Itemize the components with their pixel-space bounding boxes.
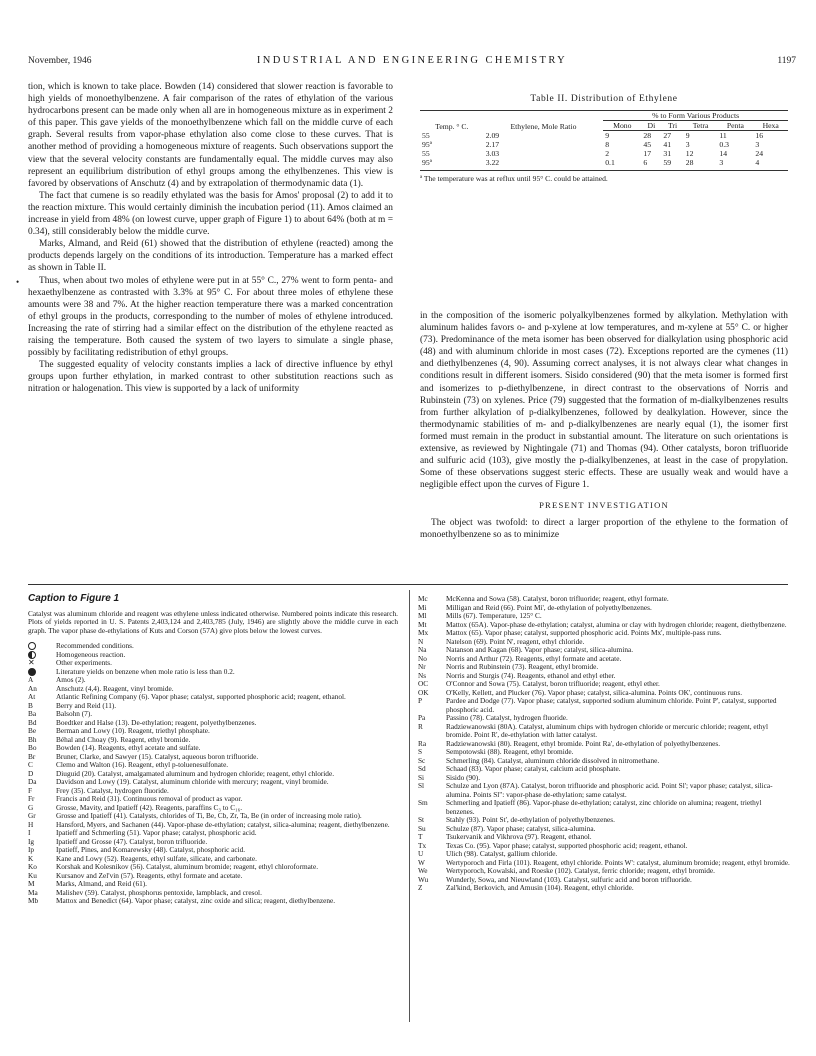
legend-desc: Mattox and Benedict (64). Vapor phase; catalyst, zinc oxide and silica; reagent, diethylbenzene. [56, 896, 336, 905]
legend-desc: O'Connor and Sowa (75). Catalyst, boron trifluoride; reagent, ethyl ether. [446, 679, 660, 688]
table-cell: 3 [685, 140, 690, 149]
legend-desc: Mills (67). Temperature, 125° C. [446, 611, 542, 620]
legend-desc: Grosse, Mavity, and Ipatieff (42). Reagents, paraffins C₃ to C₁₆. [56, 802, 243, 812]
legend-desc: Davidson and Lowy (19). Catalyst, aluminum chloride with mercury; reagent, vinyl bromide. [56, 777, 329, 786]
legend-code: Mx [418, 628, 429, 637]
legend-desc: Ulich (98). Catalyst, gallium chloride. [446, 849, 558, 858]
table-ii [420, 94, 788, 183]
legend-desc: Natanson and Kagan (68). Vapor phase; catalyst, silica-alumina. [446, 645, 634, 654]
legend-desc: Grosse and Ipatieff (41). Catalysts, chlorides of Ti, Be, Cb, Zr, Ta, Be (in order of increasing mole ratio). [56, 811, 362, 820]
legend-desc: Mattox (65A). Vapor-phase de-ethylation; catalyst, alumina or clay with hydrogen chloride; reagent, diethylbenzene. [446, 619, 787, 629]
caption-title: Caption to Figure 1 [28, 593, 120, 604]
table-footnote: ª The temperature was at reflux until 95° C. could be attained. [420, 174, 608, 183]
table-cell: 17 [643, 149, 652, 158]
legend-code: Na [418, 645, 427, 654]
journal-title: INDUSTRIAL AND ENGINEERING CHEMISTRY [256, 55, 568, 66]
table-row [420, 140, 788, 149]
legend-code: At [28, 692, 36, 701]
table-cell: 27 [663, 131, 672, 140]
legend-desc: Hansford, Myers, and Sachanen (44). Vapor-phase de-ethylation; catalyst, silica-alumina; reagent, diethylbenzene. [56, 819, 390, 829]
legend-code: Ip [28, 845, 35, 854]
table-row [420, 131, 788, 141]
table-cell: 95ª [422, 140, 432, 149]
left-paragraph: The fact that cumene is so readily ethylated was the basis for Amos' proposal (2) to add it to the reaction mixture. This would certainly diminish the incubation period (11). Amos claimed an increase in yield from 48% (on lowest curve, upper graph of Figure 1) to about 64% (both at m = 0.34), still considerably below the middle curve. [28, 190, 393, 238]
legend-desc: Norris and Sturgis (74). Reagents, ethanol and ethyl ether. [446, 670, 616, 680]
legend-code: K [28, 853, 34, 863]
caption-text: Catalyst was aluminum chloride and reagent was ethylene unless indicated otherwise. Numbered points indicate this research. Plots of yields reported in U. S. Patents 2,403,124 and 2,403,785 (July, 1946) are slightly above the middle curve in each graph. The vapor phase de-ethylations of Kuts and Corson (57A) give plots below the lowest curves. [28, 608, 398, 635]
table-cell: 3 [717, 158, 753, 171]
legend-desc: Radziewanowski (80). Reagent, ethyl bromide. Point Ra', de-ethylation of polyethylbenzenes. [446, 738, 721, 748]
left-paragraph: Thus, when about two moles of ethylene were put in at 55° C., 27% went to form penta- and hexaethylbenzene as contrasted with 3.3% at 95° C. For about three moles of ethylene these amounts were 38 and 7%. At the higher reaction temperature there was a marked concentration of ethyl groups in the products, corresponding to the number of moles of ethylene introduced. Increasing the rate of stirring had a similar effect on the distribution of the ethylene reacted as raising the temperature. Both caused the system of two layers to simulate a single phase, possibly by facilitating redistribution of ethyl groups. [28, 275, 393, 359]
legend-desc: Korshak and Kolesnikov (56). Catalyst, aluminum bromide; reagent, ethyl chloroformate. [56, 862, 319, 871]
legend-code: Z [418, 883, 423, 892]
legend-desc: Francis and Reid (31). Continuous removal of product as vapor. [56, 794, 243, 803]
legend-desc: Milligan and Reid (66). Point Mi', de-ethylation of polyethylbenzenes. [446, 602, 652, 612]
legend-code: Gr [28, 811, 36, 820]
section-paragraph: The object was twofold: to direct a larger proportion of the ethylene to the formation of monoethylbenzene so as to minimize [420, 517, 788, 540]
legend-desc: Anschutz (4,4). Reagent, vinyl bromide. [56, 683, 174, 693]
legend-code: Nr [418, 662, 426, 671]
legend-code: Sd [418, 764, 426, 773]
legend-desc: Malishev (59). Catalyst, phosphorus pentoxide, lampblack, and cresol. [56, 887, 262, 897]
table-cell: 59 [661, 158, 683, 171]
table-cell: 2 [605, 149, 610, 158]
symbol-desc: Recommended conditions. [56, 641, 134, 650]
left-column [28, 81, 393, 395]
legend-code: Ku [28, 870, 37, 880]
legend-code: OC [418, 679, 429, 688]
left-paragraph: The suggested equality of velocity constants implies a lack of directive influence by ethyl groups upon further ethylation, in marked contrast to other substitution reactions such as nitration or halogenation. This view is supported by a lack of uniformity [28, 360, 393, 395]
legend-desc: Pardee and Dodge (77). Vapor phase; catalyst, supported sodium aluminum chloride. Point P', catalyst, supported phosphoric acid. [446, 696, 777, 714]
legend-desc: McKenna and Sowa (58). Catalyst, boron trifluoride; reagent, ethyl formate. [446, 594, 669, 603]
legend-desc: Diuguid (20). Catalyst, amalgamated aluminum and hydrogen chloride; reagent, ethyl chloride. [56, 768, 335, 778]
page-number: 1197 [777, 56, 796, 66]
legend-code: Su [418, 823, 426, 833]
legend-desc: Kursanov and Zel'vin (57). Reagents, ethyl formate and acetate. [56, 870, 243, 880]
legend-desc: Mattox (65). Vapor phase; catalyst, supported phosphoric acid. Points Mx', multiple-pass runs. [446, 628, 722, 637]
table-row [420, 158, 788, 171]
table-cell: 12 [685, 149, 694, 158]
legend-code: Ba [28, 709, 37, 718]
legend-code: Ko [28, 862, 37, 871]
legend-desc: Amos (2). [56, 675, 86, 684]
legend-desc: Norris and Rubinstein (73). Reagent, ethyl bromide. [446, 662, 599, 671]
legend-code: I [28, 828, 31, 837]
table-cell: 6 [641, 158, 661, 171]
legend-desc: Bruner, Clarke, and Sawyer (15). Catalyst, aqueous boron trifluoride. [56, 751, 259, 761]
legend-desc: Texas Co. (95). Vapor phase; catalyst, supported phosphoric acid; reagent, ethanol. [446, 840, 688, 850]
legend-desc: Wertyporoch and Firla (101). Reagent, ethyl chloride. Points W': catalyst, aluminum bromide; reagent, ethyl bromide. [446, 857, 790, 867]
legend-item [28, 897, 398, 906]
table-cell: 24 [755, 149, 764, 158]
legend-code: Sl [418, 781, 425, 790]
legend-item [418, 723, 790, 740]
legend-desc: Wunderly, Sowa, and Nieuwland (103). Catalyst, sulfuric acid and boron trifluoride. [446, 874, 692, 884]
reference-legend [418, 595, 790, 893]
legend-code: Bo [28, 743, 37, 752]
legend-code: T [418, 832, 423, 841]
legend-code: Ra [418, 738, 427, 748]
table-title: Table II. Distribution of Ethylene [530, 94, 678, 104]
legend-desc: Balsohn (7). [56, 709, 93, 718]
table-cell: 55 [422, 130, 430, 140]
legend-code: Br [28, 751, 36, 761]
table-cell: 3 [755, 140, 760, 149]
sub-header: Mono [603, 121, 641, 131]
legend-desc: Schaad (83). Vapor phase; catalyst, calcium acid phosphate. [446, 764, 621, 773]
legend-desc: Stahly (93). Point St', de-ethylation of polyethylbenzenes. [446, 815, 615, 824]
legend-desc: Béhal and Choay (9). Reagent, ethyl bromide. [56, 734, 191, 744]
table-cell: 2.09 [485, 130, 500, 140]
legend-desc: Schulze (87). Vapor phase; catalyst, silica-alumina. [446, 823, 596, 833]
legend-desc: Ipatieff and Schmerling (51). Vapor phase; catalyst, phosphoric acid. [56, 828, 257, 837]
legend-desc: Berry and Reid (11). [56, 700, 117, 710]
section-heading: PRESENT INVESTIGATION [539, 500, 669, 511]
legend-item [418, 884, 790, 893]
legend-code: Tx [418, 840, 427, 850]
table-cell: 8 [605, 140, 610, 149]
legend-desc: Frey (35). Catalyst, hydrogen fluoride. [56, 785, 169, 795]
figure-caption [28, 595, 398, 906]
legend-desc: Schulze and Lyon (87A). Catalyst, boron trifluoride and phosphoric acid. Point Sl'; vapor phase; catalyst, silica-alumina. Points Sl": vapor-phase de-ethylation; same catalyst. [446, 781, 773, 799]
legend-code: P [418, 696, 423, 705]
legend-code: An [28, 683, 37, 693]
legend-code: H [28, 819, 34, 829]
table-cell: 28 [684, 158, 718, 171]
legend-code: N [418, 636, 424, 646]
legend-code: Sm [418, 798, 428, 807]
legend-code: F [28, 785, 33, 795]
legend-code: Ml [418, 611, 427, 620]
table-cell: 2.17 [485, 140, 500, 149]
legend-item [418, 799, 790, 816]
col-ratio: Ethylene, Mole Ratio [510, 121, 577, 131]
code-cell [28, 642, 56, 651]
legend-code: A [28, 675, 34, 684]
legend-code: G [28, 802, 34, 812]
legend-code: R [418, 721, 423, 731]
legend-item [418, 782, 790, 799]
legend-code: Sc [418, 755, 426, 765]
symbol-desc: Homogeneous reaction. [56, 649, 126, 659]
table-cell: 4 [753, 158, 788, 171]
legend-code: Mc [418, 594, 428, 603]
sub-header: Penta [717, 121, 753, 131]
table-cell: 9 [605, 131, 610, 140]
table-cell: 31 [663, 149, 672, 158]
legend-code: B [28, 700, 33, 710]
legend-code: Be [28, 726, 37, 735]
table-cell: 16 [755, 131, 764, 140]
author-legend [28, 676, 398, 906]
legend-desc: Norris and Arthur (72). Reagents, ethyl formate and acetate. [446, 653, 622, 663]
legend-code: Fr [28, 794, 35, 803]
legend-code: Bd [28, 717, 37, 727]
table-cell: 3.22 [484, 158, 604, 171]
page-header [28, 56, 796, 70]
sub-header: Tetra [684, 121, 718, 131]
legend-desc: Zal'kind, Berkovich, and Amusin (104). Reagent, ethyl chloride. [446, 883, 634, 892]
symbol-legend [28, 642, 398, 676]
table-cell: 28 [643, 131, 652, 140]
legend-code: W [418, 857, 425, 867]
table-cell: 14 [719, 149, 728, 158]
left-paragraph: Marks, Almand, and Reid (61) showed that the distribution of ethylene (reacted) among the products depends largely on the conditions of its introduction. Temperature has a marked effect as shown in Table II. [28, 239, 393, 274]
issue-date: November, 1946 [28, 56, 92, 66]
legend-code: D [28, 768, 34, 778]
table-cell: 41 [663, 140, 672, 149]
legend-code: Ig [28, 836, 35, 846]
symbol-desc: Other experiments. [56, 658, 112, 667]
right-column [420, 310, 788, 541]
legend-desc: Tsukervanik and Vikhrova (97). Reagent, ethanol. [446, 832, 592, 841]
legend-code: St [418, 815, 425, 824]
legend-code: Pa [418, 713, 426, 722]
legend-desc: Radziewanowski (80A). Catalyst, aluminum chips with hydrogen chloride or mercuric chloride; reagent, ethyl bromide. Point R', de-ethylation with latter catalyst. [446, 721, 768, 739]
legend-desc: Atlantic Refining Company (6). Vapor phase; catalyst, supported phosphoric acid; reagent, ethanol. [56, 692, 346, 701]
legend-code: M [28, 879, 35, 888]
code-cell [28, 659, 56, 668]
left-paragraph: tion, which is known to take place. Bowden (14) considered that slower reaction is favorable to high yields of monoethylbenzene. A fair comparison of the rates of ethylation of the various hydrocarbons present can be made only when all are in homogeneous mixture as in experiment 2 of this paper. This gave yields of the monoethylbenzene which fall on the middle curve of each graph. Several results from vapor-phase ethylation also come close to these curves. That is another method of providing a homogeneous mixture of reagents. Such observations support the view that the several velocity constants are fundamentally equal. The middle curves may also represent an equilibrium distribution of ethyl groups among the ethylbenzenes. This view is favored by observations of Anschutz (4) and by extrapolation of thermodynamic data (1). [28, 82, 393, 189]
legend-code: Bh [28, 734, 37, 744]
margin-dot: • [16, 277, 20, 287]
table-cell: 45 [643, 140, 652, 149]
symbol-desc: Literature yields on benzene when mole ratio is less than 0.2. [56, 666, 235, 676]
legend-desc: Schmerling and Ipatieff (86). Vapor-phase de-ethylation; catalyst, zinc chloride on alumina; reagent, triethyl benzenes. [446, 798, 762, 816]
legend-code: U [418, 849, 424, 858]
sub-header: Hexa [753, 121, 788, 131]
legend-desc: O'Kelly, Kellett, and Plucker (76). Vapor phase; catalyst, silica-alumina. Points OK', continuous runs. [446, 687, 743, 697]
legend-code: S [418, 747, 423, 756]
horizontal-divider [28, 584, 788, 585]
table-cell: 0.1 [603, 158, 641, 171]
cross-icon: ✕ [28, 658, 35, 668]
legend-desc: Marks, Almand, and Reid (61). [56, 879, 147, 888]
table-row [420, 149, 788, 158]
legend-desc: Berman and Lowy (10). Reagent, triethyl phosphate. [56, 726, 210, 735]
legend-desc: Sisido (90). [446, 772, 481, 782]
sub-header: Di [641, 121, 661, 131]
legend-desc: Ipatieff, Pines, and Komarewsky (48). Catalyst, phosphoric acid. [56, 845, 246, 854]
table-cell: 3.03 [485, 149, 500, 158]
distribution-table [420, 110, 788, 171]
legend-code: Ns [418, 670, 427, 680]
legend-code: We [418, 866, 428, 875]
legend-desc: Sempotowski (88). Reagent, ethyl bromide. [446, 747, 574, 756]
legend-desc: Ipatieff and Grosse (47). Catalyst, boron trifluoride. [56, 836, 208, 846]
legend-code: Mb [28, 896, 39, 905]
legend-code: Wu [418, 874, 429, 884]
table-cell: 95ª [420, 158, 484, 171]
table-cell: 55 [422, 149, 430, 158]
table-cell: 0.3 [719, 140, 729, 149]
legend-code: Mt [418, 619, 427, 629]
legend-code: No [418, 653, 427, 663]
legend-code: Da [28, 777, 37, 786]
group-header: % to Form Various Products [603, 111, 788, 121]
legend-desc: Passino (78). Catalyst, hydrogen fluoride. [446, 713, 568, 722]
sub-header: Tri [661, 121, 683, 131]
legend-desc: Kane and Lowy (52). Reagents, ethyl sulfate, silicate, and carbonate. [56, 853, 257, 863]
table-cell: 11 [719, 131, 727, 140]
right-paragraph: in the composition of the isomeric polyalkylbenzenes formed by alkylation. Methylation with aluminum halides favors o- and p-xylene at low temperatures, and m-xylene at 55° C. or higher (73). Predominance of the meta isomer has been observed for dialkylation using phosphoric acid (48) and with aluminum chloride in most cases (72). Exceptions reported are the cymenes (11) and diethylbenzenes (4, 90). Assuming correct analyses, it is not always clear what changes in conditions result in different isomers. Sisido considered (90) that the meta isomer is formed first and isomerizes to p-diethylbenzene, in direct contrast to the observations of Norris and Rubinstein (73) on xylenes. Price (79) suggested that the formation of m-dialkylbenzenes results from further alkylation of p-dialkylbenzenes, followed by dealkylation. However, since the thermodynamic stabilities of m- and p-dialkylbenzenes are nearly equal (1), the isomer first formed must remain in the product in substantial amount. The literature on such orientations is extensive, as reviewed by Nightingale (71) and Thomas (94). Other catalysts, boron trifluoride and sulfuric acid (103), give mostly the p-dialkylbenzenes, at least in the case of propylation. Some of these observations suggest steric effects. These are usually weak and would have a negligible effect upon the curves of Figure 1. [420, 311, 788, 491]
legend-desc: Natelson (69). Point N', reagent, ethyl chloride. [446, 636, 585, 646]
legend-desc: Schmerling (84). Catalyst, aluminum chloride dissolved in nitromethane. [446, 755, 660, 765]
legend-item [418, 697, 790, 714]
legend-desc: Wertyporoch, Kowalski, and Roeske (102). Catalyst, ferric chloride; reagent, ethyl bromide. [446, 866, 715, 875]
legend-code: Ma [28, 887, 38, 897]
legend-desc: Clemo and Walton (16). Reagent, ethyl p-toluenesulfonate. [56, 760, 229, 769]
legend-code: Si [418, 772, 425, 782]
legend-code: C [28, 760, 33, 769]
legend-desc: Boedtker and Halse (13). De-ethylation; reagent, polyethylbenzenes. [56, 717, 257, 727]
vertical-divider [409, 590, 410, 1022]
table-cell: 9 [685, 131, 690, 140]
legend-code: Mi [418, 602, 427, 612]
col-temp: Temp. ° C. [435, 121, 469, 131]
legend-code: OK [418, 687, 429, 697]
open-circle-icon [28, 642, 36, 650]
legend-desc: Bowden (14). Reagents, ethyl acetate and sulfate. [56, 743, 201, 752]
